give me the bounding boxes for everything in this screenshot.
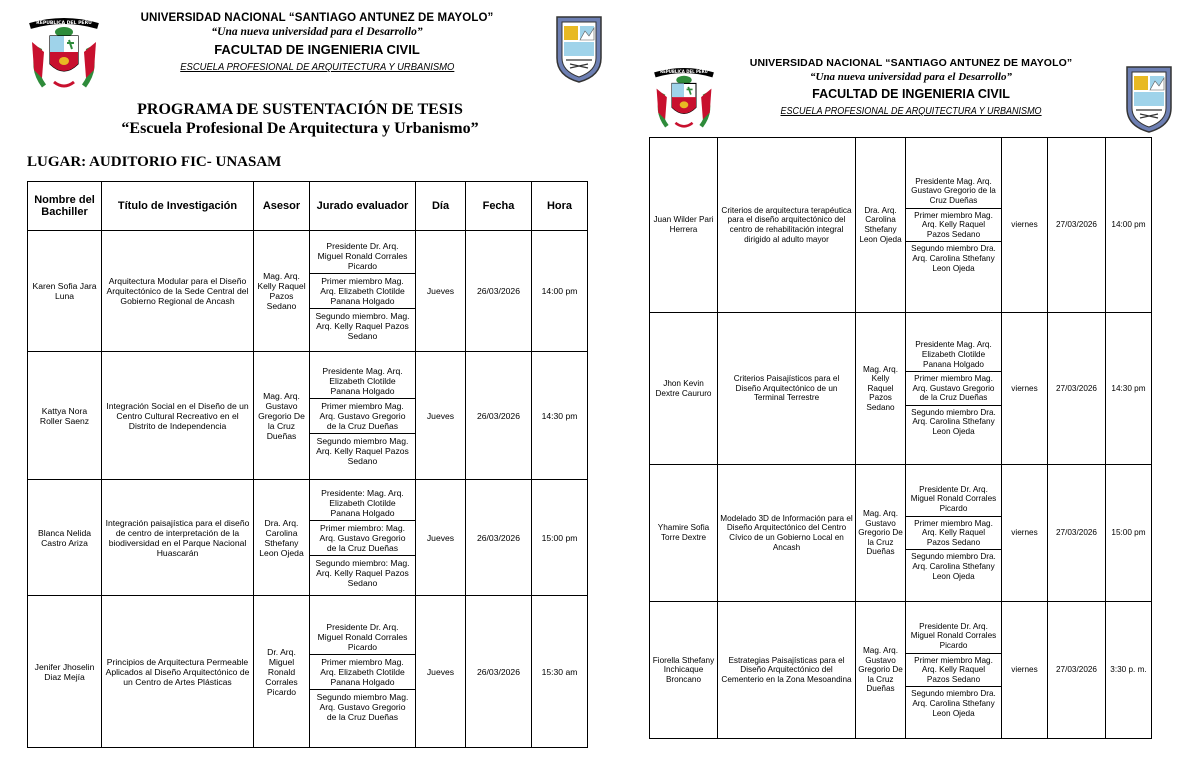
jury-member: Segundo miembro Mag. Arq. Gustavo Gregorio de la Cruz Dueñas xyxy=(316,691,409,722)
day: Jueves xyxy=(416,596,466,748)
bachelor-name: Jenifer Jhoselin Diaz Mejía xyxy=(28,596,102,748)
table-row xyxy=(650,313,1152,465)
thesis-title: Integración paisajística para el diseño de centro de interpretación de la biodiversidad en el Parque Nacional Huascarán xyxy=(102,480,254,596)
shield-banner-text: REPUBLICA DEL PERU xyxy=(36,21,92,26)
jury-member: Segundo miembro Mag. Arq. Kelly Raquel Pazos Sedano xyxy=(316,435,409,466)
bachelor-name: Kattya Nora Roller Saenz xyxy=(28,352,102,480)
peru-coat-of-arms-icon xyxy=(648,58,720,138)
table-row xyxy=(650,602,1152,739)
bachelor-name: Yhamire Sofia Torre Dextre xyxy=(650,465,718,602)
advisor: Mag. Arq. Gustavo Gregorio De la Cruz Dueñas xyxy=(856,602,906,739)
bachelor-name: Blanca Nelida Castro Ariza xyxy=(28,480,102,596)
date: 27/03/2026 xyxy=(1048,602,1106,739)
advisor: Dr. Arq. Miguel Ronald Corrales Picardo xyxy=(254,596,310,748)
time: 14:30 pm xyxy=(1106,313,1152,465)
location-label: LUGAR: AUDITORIO FIC- UNASAM xyxy=(27,154,282,170)
peru-coat-of-arms-icon xyxy=(22,12,106,94)
advisor: Mag. Arq. Gustavo Gregorio De la Cruz Dueñas xyxy=(856,465,906,602)
thesis-title: Criterios Paisajísticos para el Diseño Arquitectónico de un Terminal Terrestre xyxy=(718,313,856,465)
unasam-logo-icon xyxy=(554,14,604,84)
table-row xyxy=(28,480,588,596)
table-row xyxy=(650,138,1152,313)
day: viernes xyxy=(1002,602,1048,739)
table-row xyxy=(650,465,1152,602)
faculty-name: FACULTAD DE INGENIERIA CIVIL xyxy=(812,87,1010,101)
thesis-title: Criterios de arquitectura terapéutica para el diseño arquitectónico del centro de rehabilitación integral dirigido al adulto mayor xyxy=(718,138,856,313)
jury-cell xyxy=(310,352,416,480)
advisor: Mag. Arq. Gustavo Gregorio De la Cruz Dueñas xyxy=(254,352,310,480)
jury-cell xyxy=(906,465,1002,602)
jury-member: Primer miembro Mag. Arq. Elizabeth Clotilde Panana Holgado xyxy=(310,655,415,690)
column-header: Hora xyxy=(532,182,588,231)
time: 15:00 pm xyxy=(532,480,588,596)
advisor: Dra. Arq. Carolina Sthefany Leon Ojeda xyxy=(254,480,310,596)
schedule-table-continued xyxy=(649,137,1152,739)
jury-member: Presidente Dr. Arq. Miguel Ronald Corrales Picardo xyxy=(906,483,1001,517)
jury-member: Primer miembro Mag. Arq. Kelly Raquel Pazos Sedano xyxy=(906,517,1001,551)
table-row xyxy=(28,231,588,352)
university-motto: “Una nueva universidad para el Desarrollo” xyxy=(810,71,1012,83)
program-title-line2: “Escuela Profesional De Arquitectura y Urbanismo” xyxy=(121,120,479,137)
shield-banner-text: REPUBLICA DEL PERU xyxy=(660,69,708,75)
column-header: Día xyxy=(416,182,466,231)
bachelor-name: Fiorella Sthefany Inchicaque Broncano xyxy=(650,602,718,739)
thesis-title: Principios de Arquitectura Permeable Aplicados al Diseño Arquitectónico de un Centro de Artes Plásticas xyxy=(102,596,254,748)
date: 26/03/2026 xyxy=(466,596,532,748)
bachelor-name: Juan Wilder Pari Herrera xyxy=(650,138,718,313)
table-row xyxy=(28,352,588,480)
date: 26/03/2026 xyxy=(466,231,532,352)
jury-member: Primer miembro Mag. Arq. Kelly Raquel Pazos Sedano xyxy=(906,654,1001,688)
jury-member: Presidente Mag. Arq. Elizabeth Clotilde Panana Holgado xyxy=(310,364,415,399)
jury-member: Segundo miembro: Mag. Arq. Kelly Raquel Pazos Sedano xyxy=(315,557,410,588)
jury-member: Presidente Mag. Arq. Gustavo Gregorio de la Cruz Dueñas xyxy=(906,175,1001,209)
jury-member: Segundo miembro Dra. Arq. Carolina Sthefany Leon Ojeda xyxy=(911,407,996,437)
day: Jueves xyxy=(416,480,466,596)
table-header-row xyxy=(28,182,588,231)
day: Jueves xyxy=(416,231,466,352)
program-title-line1: PROGRAMA DE SUSTENTACIÓN DE TESIS xyxy=(137,101,463,118)
schedule-table xyxy=(27,181,588,748)
jury-member: Primer miembro: Mag. Arq. Gustavo Gregorio de la Cruz Dueñas xyxy=(310,521,415,556)
jury-member: Segundo miembro Dra. Arq. Carolina Sthefany Leon Ojeda xyxy=(911,689,996,718)
thesis-title: Estrategias Paisajísticas para el Diseño Arquitectónico del Cementerio en la Zona Mesoandina xyxy=(718,602,856,739)
jury-member: Segundo miembro Dra. Arq. Carolina Sthefany Leon Ojeda xyxy=(911,552,996,581)
unasam-logo-icon xyxy=(1124,64,1174,134)
bachelor-name: Jhon Kevin Dextre Caururo xyxy=(650,313,718,465)
jury-member: Presidente Mag. Arq. Elizabeth Clotilde Panana Holgado xyxy=(906,338,1001,372)
date: 26/03/2026 xyxy=(466,352,532,480)
column-header: Título de Investigación xyxy=(102,182,254,231)
jury-member: Primer miembro Mag. Arq. Gustavo Gregorio de la Cruz Dueñas xyxy=(906,372,1001,406)
day: viernes xyxy=(1002,138,1048,313)
jury-member: Presidente Dr. Arq. Miguel Ronald Corrales Picardo xyxy=(310,620,415,655)
day: viernes xyxy=(1002,465,1048,602)
date: 27/03/2026 xyxy=(1048,313,1106,465)
school-name: ESCUELA PROFESIONAL DE ARQUITECTURA Y URBANISMO xyxy=(780,106,1042,117)
day: Jueves xyxy=(416,352,466,480)
thesis-title: Modelado 3D de Información para el Diseño Arquitectónico del Centro Cívico de un Gobierno Local en Ancash xyxy=(718,465,856,602)
time: 14:00 pm xyxy=(1106,138,1152,313)
jury-member: Presidente: Mag. Arq. Elizabeth Clotilde Panana Holgado xyxy=(310,486,415,521)
advisor: Mag. Arq. Kelly Raquel Pazos Sedano xyxy=(254,231,310,352)
jury-cell xyxy=(906,602,1002,739)
thesis-title: Integración Social en el Diseño de un Centro Cultural Recreativo en el Distrito de Independencia xyxy=(102,352,254,480)
day: viernes xyxy=(1002,313,1048,465)
table-row xyxy=(28,596,588,748)
university-name: UNIVERSIDAD NACIONAL “SANTIAGO ANTUNEZ DE MAYOLO” xyxy=(749,57,1073,69)
school-name: ESCUELA PROFESIONAL DE ARQUITECTURA Y URBANISMO xyxy=(179,61,455,73)
jury-cell xyxy=(310,231,416,352)
advisor: Mag. Arq. Kelly Raquel Pazos Sedano xyxy=(856,313,906,465)
column-header: Jurado evaluador xyxy=(310,182,416,231)
time: 14:00 pm xyxy=(532,231,588,352)
date: 27/03/2026 xyxy=(1048,465,1106,602)
date: 26/03/2026 xyxy=(466,480,532,596)
document-page-right xyxy=(640,0,1194,760)
bachelor-name: Karen Sofia Jara Luna xyxy=(28,231,102,352)
jury-member: Segundo miembro Dra. Arq. Carolina Sthefany Leon Ojeda xyxy=(911,244,996,273)
university-name: UNIVERSIDAD NACIONAL “SANTIAGO ANTUNEZ DE MAYOLO” xyxy=(140,12,494,24)
faculty-name: FACULTAD DE INGENIERIA CIVIL xyxy=(214,42,420,57)
time: 15:00 pm xyxy=(1106,465,1152,602)
jury-cell xyxy=(310,596,416,748)
time: 14:30 pm xyxy=(532,352,588,480)
jury-member: Segundo miembro. Mag. Arq. Kelly Raquel Pazos Sedano xyxy=(315,311,410,341)
jury-member: Primer miembro Mag. Arq. Elizabeth Clotilde Panana Holgado xyxy=(310,274,415,309)
date: 27/03/2026 xyxy=(1048,138,1106,313)
jury-member: Primer miembro Mag. Arq. Kelly Raquel Pazos Sedano xyxy=(906,209,1001,243)
jury-cell xyxy=(310,480,416,596)
column-header: Nombre del Bachiller xyxy=(28,182,102,231)
column-header: Fecha xyxy=(466,182,532,231)
program-title xyxy=(30,100,570,138)
jury-member: Presidente Dr. Arq. Miguel Ronald Corrales Picardo xyxy=(906,620,1001,654)
advisor: Dra. Arq. Carolina Sthefany Leon Ojeda xyxy=(856,138,906,313)
university-motto: “Una nueva universidad para el Desarrollo” xyxy=(211,26,423,38)
time: 3:30 p. m. xyxy=(1106,602,1152,739)
column-header: Asesor xyxy=(254,182,310,231)
jury-member: Primer miembro Mag. Arq. Gustavo Gregorio de la Cruz Dueñas xyxy=(310,399,415,434)
time: 15:30 am xyxy=(532,596,588,748)
jury-cell xyxy=(906,138,1002,313)
jury-cell xyxy=(906,313,1002,465)
jury-member: Presidente Dr. Arq. Miguel Ronald Corrales Picardo xyxy=(310,239,415,274)
thesis-title: Arquitectura Modular para el Diseño Arquitectónico de la Sede Central del Gobierno Regional de Ancash xyxy=(102,231,254,352)
